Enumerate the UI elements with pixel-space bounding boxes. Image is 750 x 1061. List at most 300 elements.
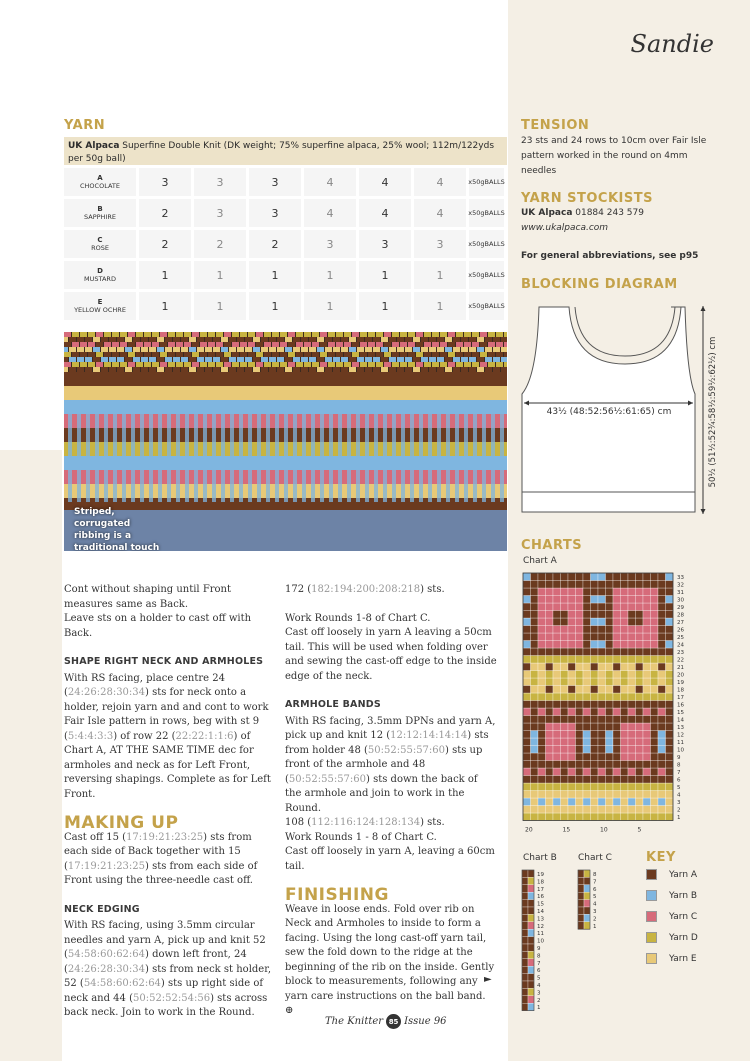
chart-a-cell [561, 708, 569, 716]
chart-a-cell [546, 588, 554, 596]
chart-a-cell [613, 686, 621, 694]
chart-a-cell [621, 596, 629, 604]
photo-stitch [493, 367, 500, 372]
chart-a-cell [546, 813, 554, 821]
chart-b-cell [522, 885, 528, 892]
photo-stitch [101, 367, 108, 372]
photo-stitch [357, 337, 364, 342]
text: With RS facing, using 3.5mm circular needles and yarn A, pick up and knit 52 ( [64, 920, 266, 960]
chart-a-cell [643, 813, 651, 821]
chart-a-cell [583, 588, 591, 596]
blocking-diagram-heading: BLOCKING DIAGRAM [521, 277, 678, 292]
photo-stitch [440, 342, 447, 347]
chart-a-cell [561, 761, 569, 769]
chart-a-cell [538, 603, 546, 611]
armhole-count-para [285, 816, 497, 831]
chart-a-cell [523, 678, 531, 686]
chart-a-cell [636, 678, 644, 686]
key-item [646, 948, 698, 969]
text: ) sts from each side of Front using the three-needle cast off. [64, 860, 258, 886]
chart-a-cell [546, 768, 554, 776]
chart-a-cell [568, 618, 576, 626]
photo-stitch [96, 352, 103, 357]
chart-a-cell [553, 791, 561, 799]
chart-a-cell [538, 633, 546, 641]
photo-stitch [437, 337, 444, 342]
chart-a-cell [523, 663, 531, 671]
chart-a-cell [628, 701, 636, 709]
chart-a-cell [658, 641, 666, 649]
chart-a-cell [606, 693, 614, 701]
chart-b-cell [528, 959, 534, 966]
chart-a-cell [591, 701, 599, 709]
chart-a-cell [666, 701, 674, 709]
photo-stitch [253, 347, 260, 352]
chart-a-cell [651, 573, 659, 581]
photo-stitch [381, 357, 388, 362]
photo-stitch [456, 362, 463, 367]
chart-a-cell [538, 708, 546, 716]
photo-stitch [453, 367, 460, 372]
text: ) sts from neck st holder, 52 ( [64, 963, 272, 989]
unit-balls: BALLS [484, 239, 505, 248]
chart-a-cell [523, 716, 531, 724]
chart-c-label: Chart C [578, 853, 612, 863]
chart-a-cell [643, 618, 651, 626]
photo-stitch [504, 342, 507, 347]
photo-stitch [173, 367, 180, 372]
photo-stitch [272, 362, 279, 367]
chart-b-row-label: 8 [537, 953, 541, 960]
chart-a-cell [553, 798, 561, 806]
chart-a-cell [643, 581, 651, 589]
chart-b-cell [528, 996, 534, 1003]
photo-stitch [256, 342, 263, 347]
chart-a-cell [636, 716, 644, 724]
stockist-brand: UK Alpaca [521, 208, 573, 218]
photo-stitch [224, 352, 231, 357]
chart-a-cell [531, 716, 539, 724]
chart-a-cell [658, 663, 666, 671]
yarn-shade [64, 168, 136, 196]
photo-stitch [245, 337, 252, 342]
chart-a-cell [621, 731, 629, 739]
blocking-diagram [515, 296, 745, 520]
chart-a-cell [651, 791, 659, 799]
photo-rib [68, 402, 72, 502]
chart-a-cell [576, 701, 584, 709]
photo-stitch [64, 367, 68, 372]
photo-stitch [72, 352, 79, 357]
chart-c-cell [584, 900, 590, 907]
ball-count: 3 [194, 168, 246, 196]
photo-stitch [88, 352, 95, 357]
photo-stitch [344, 332, 351, 337]
front-measure-para: Cont without shaping until Front measures same as Back. [64, 584, 232, 610]
chart-a-cell [546, 783, 554, 791]
chart-a-cell [613, 626, 621, 634]
chart-a-cell [621, 618, 629, 626]
chart-a-cell [546, 633, 554, 641]
magazine-name: The Knitter [325, 1016, 384, 1027]
photo-stitch [496, 352, 503, 357]
chart-a-cell [531, 678, 539, 686]
photo-stitch [72, 342, 79, 347]
chart-a-cell [613, 806, 621, 814]
chart-a-cell [523, 588, 531, 596]
chart-a-cell [643, 761, 651, 769]
instructions-column-1 [64, 583, 274, 1021]
chart-a-cell [546, 678, 554, 686]
photo-stitch [101, 357, 108, 362]
chart-a-row-label: 10 [677, 747, 684, 754]
yarn-description-text: Superfine Double Knit (DK weight; 75% superfine alpaca, 25% wool; 112m/122yds per 50g ball) [68, 141, 495, 164]
chart-a-cell [651, 686, 659, 694]
chart-a-cell [636, 596, 644, 604]
chart-a-cell [666, 671, 674, 679]
chart-a-row-label: 14 [677, 717, 684, 724]
chart-a-cell [523, 813, 531, 821]
text: With RS facing, place centre 24 [64, 672, 225, 684]
photo-stitch [405, 367, 412, 372]
chart-a-cell [538, 746, 546, 754]
text: ) of Chart A, AT THE SAME TIME dec for armholes and neck as for Left Front, reversing shapings. Complete as for Left Front. [64, 730, 271, 800]
photo-rib [464, 402, 468, 502]
photo-stitch [269, 357, 276, 362]
chart-a-cell [546, 806, 554, 814]
photo-stitch [141, 367, 148, 372]
chart-a-cell [658, 626, 666, 634]
chart-a-cell [568, 626, 576, 634]
photo-stitch [69, 337, 76, 342]
chart-a-cell [643, 588, 651, 596]
chart-a-cell [561, 581, 569, 589]
chart-a-cell [538, 776, 546, 784]
chart-a-cell [568, 588, 576, 596]
chart-a-cell [576, 723, 584, 731]
next-page-arrow-icon: ► [484, 974, 492, 985]
chart-b-row-label: 15 [537, 901, 544, 908]
chart-a-cell [666, 723, 674, 731]
photo-stitch [136, 362, 143, 367]
chart-a-cell [561, 813, 569, 821]
photo-stitch [352, 352, 359, 357]
stockist-info [521, 206, 721, 236]
photo-stitch [205, 337, 212, 342]
photo-stitch [320, 352, 327, 357]
photo-stitch [320, 362, 327, 367]
chart-a-cell [621, 723, 629, 731]
photo-stitch [112, 342, 119, 347]
chart-a-cell [591, 648, 599, 656]
photo-rib [374, 402, 378, 502]
photo-stitch [328, 332, 335, 337]
photo-stitch [112, 352, 119, 357]
chart-a-row-label: 3 [677, 800, 681, 806]
photo-stitch [437, 347, 444, 352]
chart-b-row-label: 14 [537, 909, 544, 915]
chart-a-cell [531, 783, 539, 791]
photo-rib [122, 402, 126, 502]
chart-a-cell [523, 738, 531, 746]
chart-a-cell [546, 663, 554, 671]
tension-text: 23 sts and 24 rows to 10cm over Fair Isle pattern worked in the round on 4mm needles [521, 136, 707, 176]
chart-a-cell [613, 761, 621, 769]
chart-a-cell [523, 596, 531, 604]
photo-stitch [368, 342, 375, 347]
key-label: Yarn B [669, 890, 698, 901]
chart-a-cell [658, 753, 666, 761]
unit-balls: BALLS [484, 208, 505, 217]
chart-a-cell [606, 581, 614, 589]
photo-stitch [408, 352, 415, 357]
chart-a-cell [628, 626, 636, 634]
chart-a-cell [546, 656, 554, 664]
photo-rib [356, 402, 360, 502]
chart-a-cell [621, 693, 629, 701]
chart-a-cell [658, 746, 666, 754]
chart-a-cell [636, 626, 644, 634]
chart-a-cell [583, 761, 591, 769]
chart-c-row-label: 5 [593, 894, 597, 901]
chart-a-cell [658, 656, 666, 664]
photo-stitch [296, 342, 303, 347]
chart-a-cell [636, 798, 644, 806]
photo-stitch [384, 362, 391, 367]
chart-a-cell [613, 798, 621, 806]
chart-a-cell [658, 671, 666, 679]
photo-rib [113, 402, 117, 502]
photo-stitch [432, 332, 439, 337]
chart-a-cell [561, 618, 569, 626]
chart-a-cell [538, 588, 546, 596]
chart-a-cell [636, 761, 644, 769]
photo-stitch [381, 347, 388, 352]
chart-a-cell [598, 603, 606, 611]
photo-stitch [240, 352, 247, 357]
chart-a-cell [553, 768, 561, 776]
neck-edging-para [64, 919, 274, 1021]
chart-b-cell [522, 870, 528, 877]
chart-a-cell [531, 791, 539, 799]
photo-stitch [368, 362, 375, 367]
chart-a-cell [591, 776, 599, 784]
photo-stitch [344, 352, 351, 357]
photo-stitch [85, 367, 92, 372]
chart-a-cell [636, 708, 644, 716]
key-item [646, 885, 698, 906]
chart-a-cell [621, 761, 629, 769]
chart-a-cell [576, 776, 584, 784]
chart-a-cell [583, 731, 591, 739]
photo-stitch [432, 362, 439, 367]
chart-a-cell [643, 626, 651, 634]
chart-a-cell [553, 633, 561, 641]
photo-stitch [120, 342, 127, 347]
photo-stitch [192, 352, 199, 357]
chart-a-cell [628, 738, 636, 746]
chart-a-cell [643, 731, 651, 739]
photo-stitch [469, 337, 476, 342]
yarn-shade [64, 199, 136, 227]
photo-stitch [381, 337, 388, 342]
chart-a-cell [576, 671, 584, 679]
photo-stitch [384, 332, 391, 337]
chart-a-cell [643, 596, 651, 604]
photo-stitch [461, 347, 468, 352]
chart-a-cell [576, 813, 584, 821]
photo-stitch [232, 352, 239, 357]
chart-a-cell [576, 611, 584, 619]
text: ( [64, 687, 68, 698]
photo-stitch [309, 337, 316, 342]
photo-stitch [349, 337, 356, 342]
photo-stitch [421, 347, 428, 352]
photo-stitch [360, 352, 367, 357]
photo-stitch [365, 367, 372, 372]
chart-b-cell [528, 1003, 534, 1010]
chart-a-cell [583, 806, 591, 814]
yarn-row [64, 168, 507, 196]
yarn-description [64, 137, 507, 165]
photo-stitch [240, 332, 247, 337]
photo-stitch [448, 332, 455, 337]
photo-stitch [416, 332, 423, 337]
chart-a-cell [523, 761, 531, 769]
chart-a-cell [531, 813, 539, 821]
photo-stitch [117, 337, 124, 342]
photo-rib [140, 402, 144, 502]
chart-a-cell [523, 641, 531, 649]
chart-c-cell [578, 914, 584, 921]
shape-right-neck-heading: SHAPE RIGHT NECK AND ARMHOLES [64, 656, 264, 667]
chart-a-row-label: 17 [677, 695, 684, 701]
photo-stitch [285, 337, 292, 342]
photo-stitch [176, 352, 183, 357]
chart-a-cell [553, 611, 561, 619]
photo-stitch [200, 352, 207, 357]
photo-stitch [405, 337, 412, 342]
chart-a-cell [561, 611, 569, 619]
chart-b-row-label: 7 [537, 960, 541, 967]
ball-unit [469, 168, 504, 196]
chart-c-row-label: 4 [593, 901, 597, 908]
text: ) sts across back neck. Join to work in the Round. [64, 992, 268, 1018]
chart-a-cell [553, 693, 561, 701]
chart-b-row-label: 9 [537, 946, 541, 952]
chart-a-cell [576, 693, 584, 701]
chart-a-cell [628, 768, 636, 776]
chart-a-cell [538, 573, 546, 581]
chart-a-cell [651, 798, 659, 806]
size-numbers: 182:194:200:208:218 [311, 584, 421, 595]
chart-a-cell [531, 671, 539, 679]
key-swatch [646, 890, 657, 901]
photo-stitch [320, 342, 327, 347]
chart-a-cell [568, 633, 576, 641]
chart-a-cell [591, 791, 599, 799]
chart-a-cell [598, 716, 606, 724]
chart-a-cell [598, 746, 606, 754]
chart-b-cell [528, 981, 534, 988]
chart-a-cell [606, 708, 614, 716]
chart-a-cell [591, 678, 599, 686]
chart-a-cell [531, 596, 539, 604]
chart-a-cell [523, 776, 531, 784]
chart-a-cell [568, 686, 576, 694]
key-label: Yarn D [669, 932, 698, 943]
chart-a-cell [606, 648, 614, 656]
chart-a-cell [561, 798, 569, 806]
ball-count: 3 [414, 230, 466, 258]
chart-a-cell [583, 581, 591, 589]
chart-a-row-label: 18 [677, 687, 684, 694]
photo-stitch [168, 332, 175, 337]
chart-a-cell [561, 716, 569, 724]
chart-a-cell [628, 693, 636, 701]
photo-stitch [392, 342, 399, 347]
chart-a-cell [576, 753, 584, 761]
photo-stitch [504, 352, 507, 357]
photo-stitch [229, 357, 236, 362]
photo-stitch [397, 337, 404, 342]
shape-right-neck-para [64, 672, 274, 803]
photo-stitch [181, 337, 188, 342]
photo-stitch [208, 332, 215, 337]
photo-stitch [453, 337, 460, 342]
yarn-row [64, 292, 507, 320]
text: With RS facing, 3.5mm DPNs and yarn A, pick up and knit 12 ( [285, 715, 496, 741]
chart-a-cell [621, 663, 629, 671]
chart-a-cell [583, 663, 591, 671]
photo-stitch [392, 362, 399, 367]
photo-stitch [437, 367, 444, 372]
chart-a-cell [523, 648, 531, 656]
chart-a-row-label: 5 [677, 785, 681, 791]
chart-b-cell [522, 937, 528, 944]
chart-a-cell [568, 671, 576, 679]
photo-stitch [312, 332, 319, 337]
chart-a-cell [636, 663, 644, 671]
chart-a-cell [538, 783, 546, 791]
yarn-row [64, 199, 507, 227]
chart-a-cell [561, 693, 569, 701]
chart-b-label: Chart B [523, 853, 557, 863]
chart-a-cell [606, 596, 614, 604]
photo-stitch [125, 367, 132, 372]
photo-stitch [285, 367, 292, 372]
chart-a-cell [658, 618, 666, 626]
chart-a-row-label: 1 [677, 815, 681, 821]
armhole-bands-para [285, 715, 497, 817]
chart-a-cell [576, 641, 584, 649]
cast-off-para: Cast off loosely in yarn A leaving a 50cm tail. This will be used when folding over and sewing the cast-off edge to the inside edge of the neck. [285, 627, 497, 682]
chart-a-cell [666, 686, 674, 694]
photo-stitch [376, 342, 383, 347]
chart-a-cell [621, 633, 629, 641]
ball-count: 4 [359, 199, 411, 227]
chart-b-row-label: 16 [537, 894, 544, 901]
chart-a-cell [606, 716, 614, 724]
chart-a-cell [538, 791, 546, 799]
yarn-letter: C [97, 236, 103, 244]
chart-a-row-label: 15 [677, 710, 684, 716]
yarn-table [64, 137, 507, 320]
photo-stitch [149, 367, 156, 372]
armhole-rounds-para: Work Rounds 1 - 8 of Chart C. [285, 831, 437, 843]
photo-stitch [221, 367, 228, 372]
chart-b-cell [522, 974, 528, 981]
